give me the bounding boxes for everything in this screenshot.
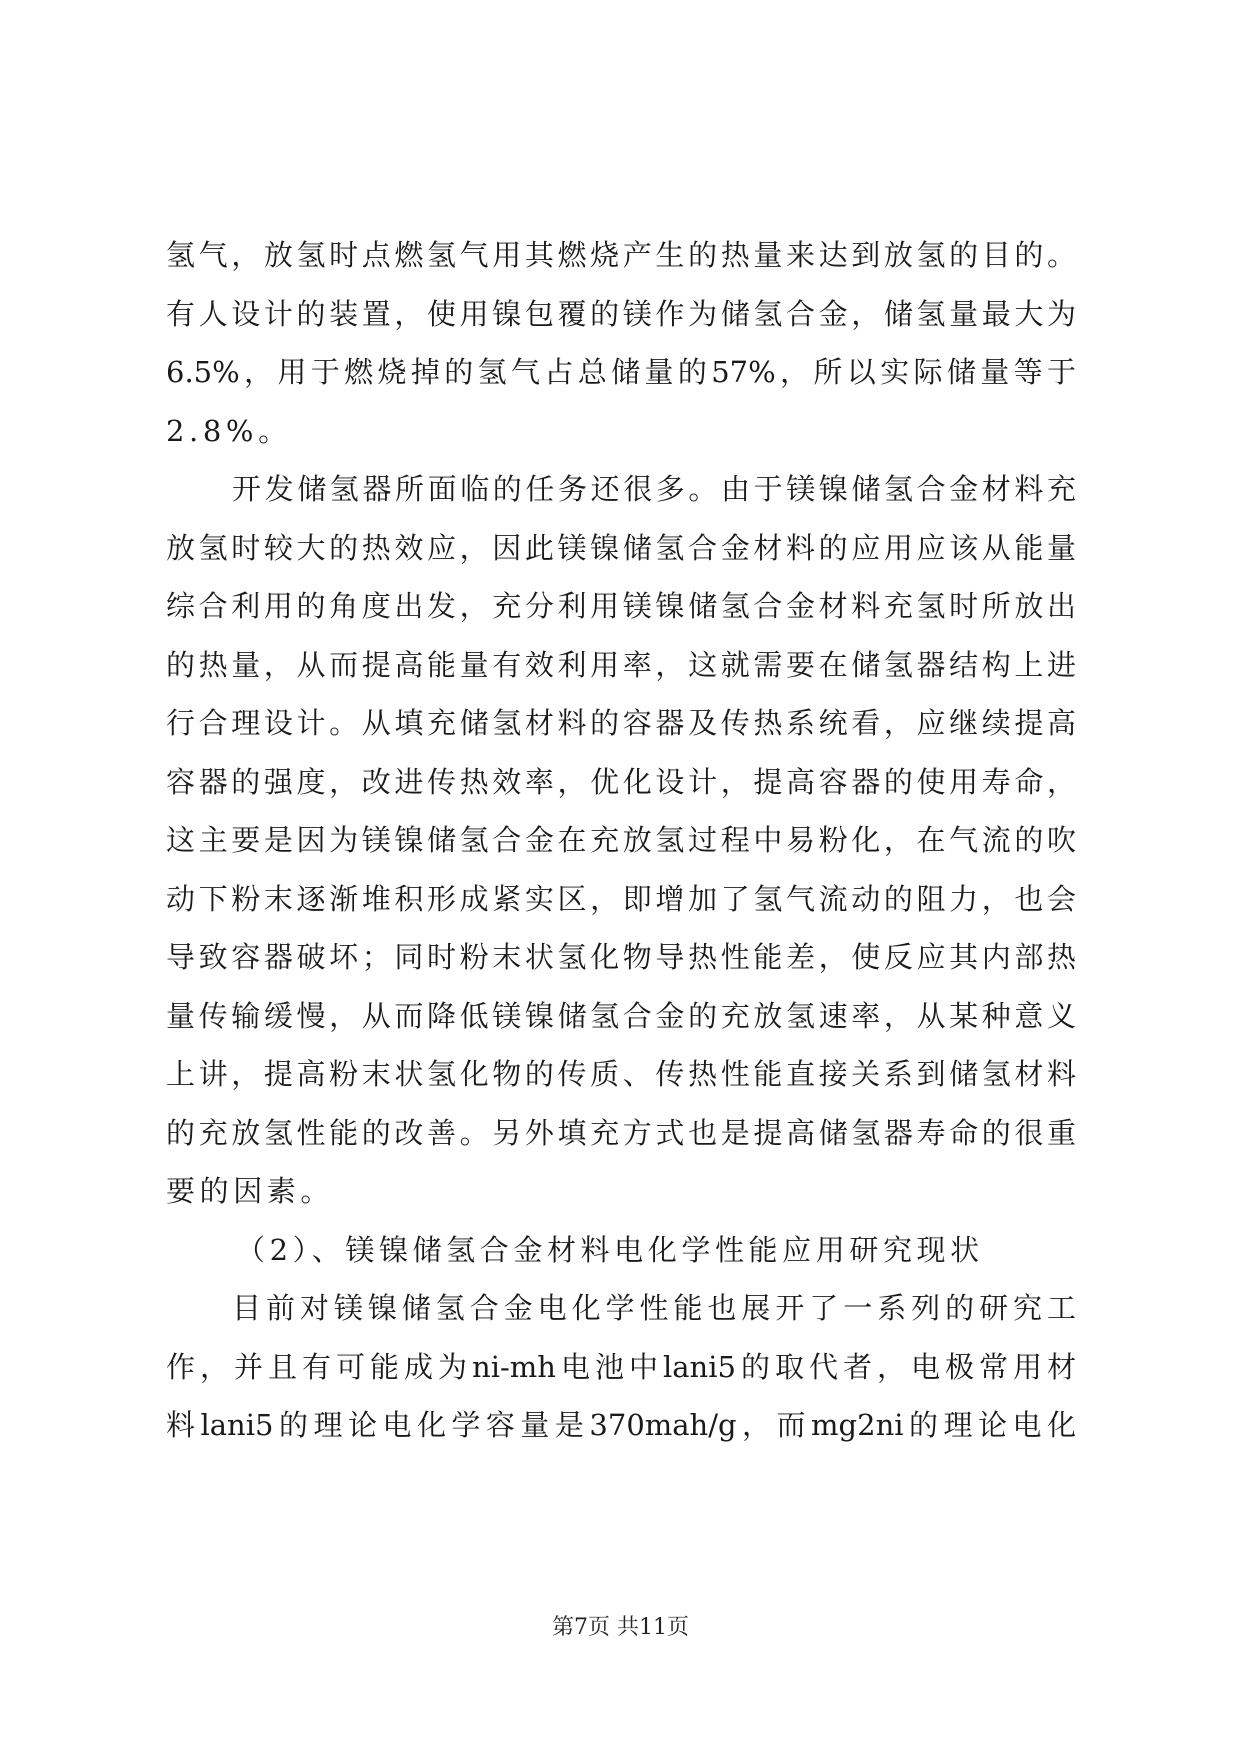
body-text (166, 226, 1076, 1455)
text-line: 容器的强度，改进传热效率，优化设计，提高容器的使用寿命， (166, 764, 1076, 799)
section-heading: （2）、镁镍储氢合金材料电化学性能应用研究现状 (236, 1232, 984, 1267)
paragraph-first-line: 开发储氢器所面临的任务还很多。由于镁镍储氢合金材料充 (232, 472, 1076, 506)
text-line: 的充放氢性能的改善。另外填充方式也是提高储氢器寿命的很重 (166, 1115, 1076, 1150)
text-line: 行合理设计。从填充储氢材料的容器及传热系统看，应继续提高 (166, 706, 1076, 740)
text-line: 要的因素。 (166, 1174, 335, 1208)
paragraph-first-line: 目前对镁镍储氢合金电化学性能也展开了一系列的研究工 (232, 1291, 1076, 1325)
text-line: 6.5%，用于燃烧掉的氢气占总储量的57%，所以实际储量等于 (166, 355, 1076, 389)
text-line: 动下粉末逐渐堆积形成紧实区，即增加了氢气流动的阻力，也会 (166, 881, 1076, 916)
text-line: 有人设计的装置，使用镍包覆的镁作为储氢合金，储氢量最大为 (166, 296, 1076, 331)
text-line: 放氢时较大的热效应，因此镁镍储氢合金材料的应用应该从能量 (166, 530, 1076, 565)
text-line: 氢气，放氢时点燃氢气用其燃烧产生的热量来达到放氢的目的。 (166, 238, 1076, 272)
text-line: 这主要是因为镁镍储氢合金在充放氢过程中易粉化，在气流的吹 (166, 823, 1076, 857)
text-line: 导致容器破坏；同时粉末状氢化物导热性能差，使反应其内部热 (166, 940, 1076, 974)
text-line: 料lani5的理论电化学容量是370mah/g，而mg2ni的理论电化 (166, 1408, 1076, 1442)
text-line: 的热量，从而提高能量有效利用率，这就需要在储氢器结构上进 (166, 647, 1076, 682)
text-line: 2.8%。 (166, 413, 292, 448)
page-number-footer: 第7页 共11页 (552, 1615, 689, 1640)
text-line: 上讲，提高粉末状氢化物的传质、传热性能直接关系到储氢材料 (166, 1057, 1076, 1091)
text-line: 综合利用的角度出发，充分利用镁镍储氢合金材料充氢时所放出 (166, 589, 1076, 623)
text-line: 量传输缓慢，从而降低镁镍储氢合金的充放氢速率，从某种意义 (166, 998, 1076, 1033)
text-line: 作，并且有可能成为ni-mh电池中lani5的取代者，电极常用材 (166, 1349, 1076, 1384)
